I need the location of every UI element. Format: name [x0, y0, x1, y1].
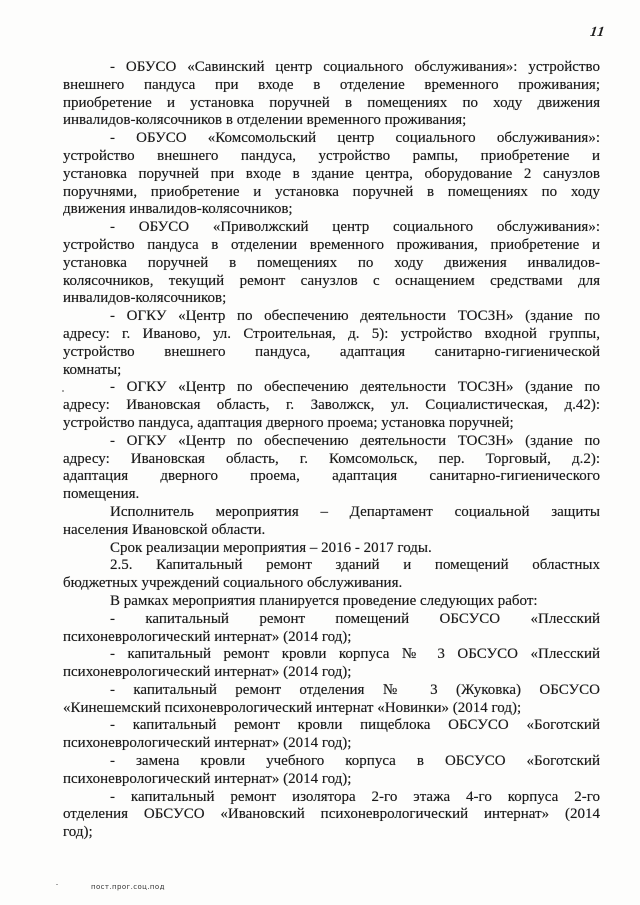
text-line: - ОГКУ «Центр по обеспечению деятельности ТОСЗН» (здание по: [110, 432, 600, 449]
page-number: 11: [589, 25, 607, 40]
text-line: устройство пандуса в отделении временного проживания, приобретение и: [63, 236, 600, 253]
text-line: установка поручней в помещениях по ходу движения инвалидов-: [63, 254, 600, 271]
text-line: комнаты;: [63, 361, 122, 378]
text-line: устройство внешнего пандуса, адаптация санитарно-гигиенической: [63, 343, 600, 360]
paragraph: [63, 611, 600, 647]
text-line: Срок реализации мероприятия – 2016 - 2017 годы.: [110, 539, 432, 556]
text-line: - ОБУСО «Савинский центр социального обслуживания»: устройство: [110, 59, 600, 75]
text-line: отделения ОБСУСО «Ивановский психоневрологический интернат» (2014: [63, 806, 600, 823]
text-line: устройство пандуса, адаптация дверного проема; установка поручней;: [63, 414, 514, 431]
text-line: - замена кровли учебного корпуса в ОБСУСО «Боготский: [110, 753, 600, 770]
paragraph: [63, 540, 600, 558]
text-line: год);: [63, 824, 93, 841]
scan-speckle: [56, 884, 58, 885]
text-line: - капитальный ремонт изолятора 2-го этажа 4-го корпуса 2-го: [110, 788, 600, 805]
text-line: «Кинешемский психоневрологический интернат «Новинки» (2014 год);: [63, 699, 522, 716]
text-line: психоневрологический интернат» (2014 год);: [63, 770, 352, 787]
text-line: - ОГКУ «Центр по обеспечению деятельности ТОСЗН» (здание по: [110, 308, 600, 325]
footer-note: пост.прог.соц.под: [91, 883, 165, 891]
text-line: Исполнитель мероприятия – Департамент социальной защиты: [110, 503, 600, 520]
text-line: психоневрологический интернат» (2014 год);: [63, 735, 352, 752]
text-line: движения инвалидов-колясочников;: [63, 201, 293, 218]
text-line: - капитальный ремонт помещений ОБСУСО «Плесский: [110, 610, 600, 627]
paragraph: [63, 59, 600, 130]
text-line: психоневрологический интернат» (2014 год);: [63, 664, 352, 681]
text-line: помещения.: [63, 486, 140, 503]
text-line: адаптация дверного проема, адаптация санитарно-гигиенического: [63, 468, 600, 485]
paragraph: [63, 130, 600, 219]
text-line: - капитальный ремонт кровли пищеблока ОБСУСО «Боготский: [110, 717, 600, 734]
paragraph: [63, 308, 600, 379]
text-line: адресу: Ивановская область, г. Заволжск, ул. Социалистическая, д.42):: [63, 397, 600, 414]
text-line: - капитальный ремонт кровли корпуса № 3 ОБСУСО «Плесский: [110, 646, 600, 663]
paragraph: [63, 219, 600, 308]
paragraph: [63, 504, 600, 540]
paragraph: [63, 593, 600, 611]
paragraph: [63, 433, 600, 504]
text-line: инвалидов-колясочников в отделении временного проживания;: [63, 112, 467, 129]
text-line: - ОБУСО «Приволжский центр социального обслуживания»:: [110, 219, 600, 236]
text-line: - ОБУСО «Комсомольский центр социального обслуживания»:: [110, 130, 600, 147]
text-line: поручнями, приобретение и установка поручней в помещениях по ходу: [63, 183, 600, 200]
scan-speckle: [62, 390, 64, 392]
paragraph: [63, 717, 600, 753]
document-body: [63, 59, 600, 842]
paragraph: [63, 379, 600, 432]
text-line: В рамках мероприятия планируется проведение следующих работ:: [110, 592, 538, 609]
text-line: колясочников, текущий ремонт санузлов с оснащением средствами для: [63, 272, 600, 289]
text-line: 2.5. Капитальный ремонт зданий и помещений областных: [110, 557, 600, 574]
text-line: адресу: Ивановская область, г. Комсомольск, пер. Торговый, д.2):: [63, 450, 600, 467]
paragraph: [63, 789, 600, 842]
text-line: - капитальный ремонт отделения № 3 (Жуковка) ОБСУСО: [110, 681, 600, 698]
paragraph: [63, 753, 600, 789]
text-line: внешнего пандуса при входе в отделение временного проживания;: [63, 76, 600, 93]
text-line: психоневрологический интернат» (2014 год);: [63, 628, 352, 645]
paragraph: [63, 682, 600, 718]
text-line: адресу: г. Иваново, ул. Строительная, д. 5): устройство входной группы,: [63, 325, 600, 342]
paragraph: [63, 646, 600, 682]
text-line: приобретение и установка поручней в помещениях по ходу движения: [63, 94, 600, 111]
text-line: установка поручней при входе в здание центра, оборудование 2 санузлов: [63, 165, 600, 182]
text-line: - ОГКУ «Центр по обеспечению деятельности ТОСЗН» (здание по: [110, 379, 600, 396]
paragraph: [63, 557, 600, 593]
text-line: устройство внешнего пандуса, устройство рампы, приобретение и: [63, 147, 600, 164]
text-line: бюджетных учреждений социального обслуживания.: [63, 575, 403, 592]
text-line: инвалидов-колясочников;: [63, 290, 227, 307]
text-line: населения Ивановской области.: [63, 521, 266, 538]
